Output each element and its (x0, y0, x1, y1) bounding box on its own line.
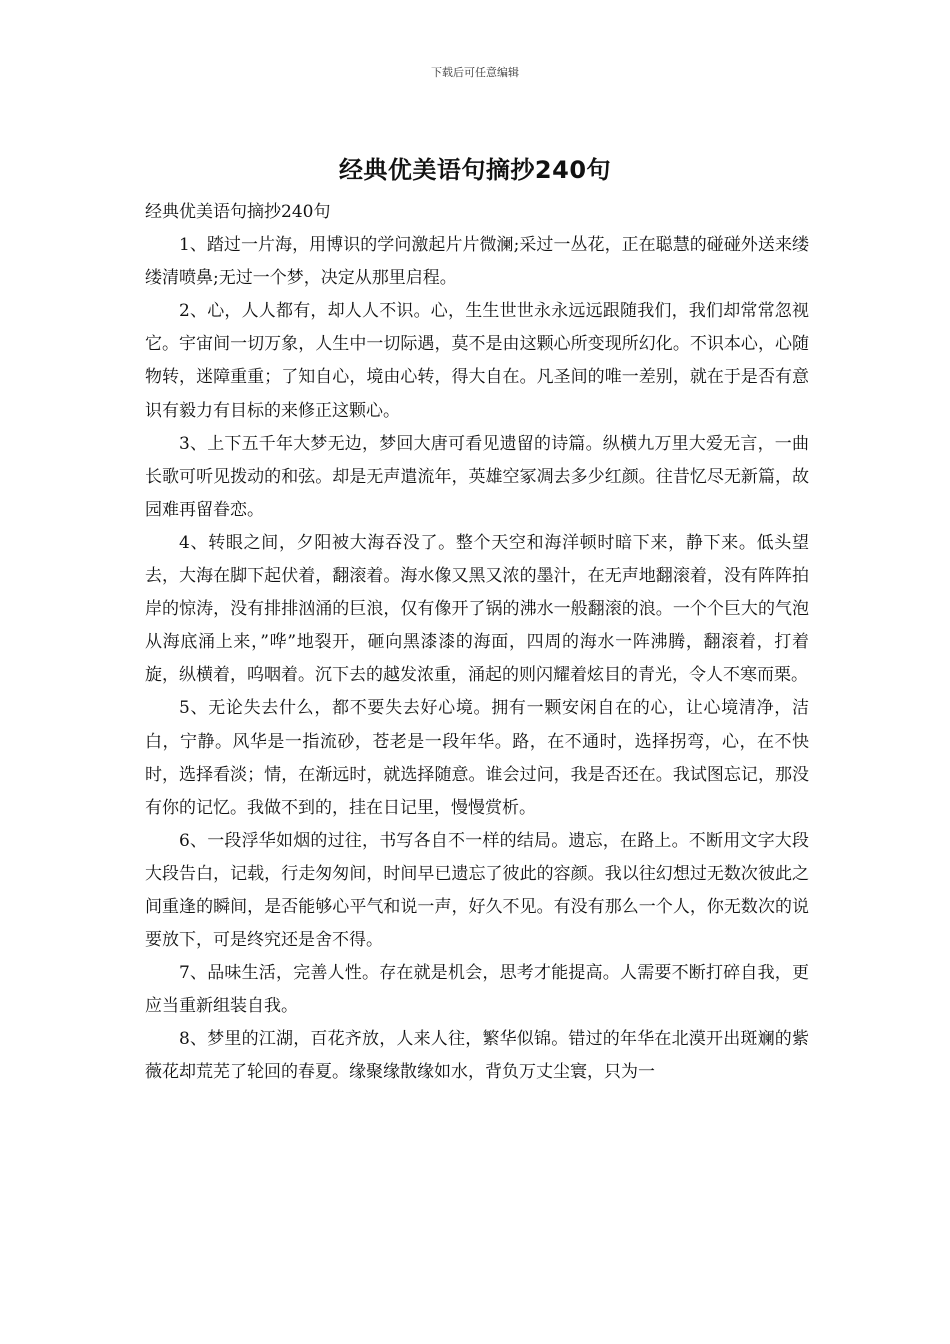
paragraph-1: 1、踏过一片海，用博识的学问激起片片微澜;采过一丛花，正在聪慧的碰碰外送来缕缕清喷鼻;无过一个梦，决定从那里启程。 (145, 235, 809, 289)
document-body (145, 196, 809, 1090)
paragraph-3: 3、上下五千年大梦无边，梦回大唐可看见遗留的诗篇。纵横九万里大爱无言，一曲长歌可听见拨动的和弦。却是无声遣流年，英雄空冢凋去多少红颜。往昔忆尽无新篇，故园难再留眷恋。 (145, 433, 809, 520)
paragraph-5: 5、无论失去什么，都不要失去好心境。拥有一颗安闲自在的心，让心境清净，洁白，宁静。风华是一指流砂，苍老是一段年华。路，在不通时，选择拐弯，心，在不快时，选择看淡；情，在渐远时，就选择随意。谁会过问，我是否还在。我试图忘记，那没有你的记忆。我做不到的，挂在日记里，慢慢赏析。 (145, 698, 809, 818)
document-title: 经典优美语句摘抄240句 (338, 156, 612, 184)
paragraph-6: 6、一段浮华如烟的过往，书写各自不一样的结局。遗忘，在路上。不断用文字大段大段告白，记载，行走匆匆间，时间早已遗忘了彼此的容颜。我以往幻想过无数次彼此之间重逢的瞬间，是否能够心平气和说一声，好久不见。有没有那么一个人，你无数次的说要放下，可是终究还是舍不得。 (145, 830, 809, 951)
document-subtitle: 经典优美语句摘抄240句 (145, 202, 331, 222)
paragraph-2: 2、心，人人都有，却人人不识。心，生生世世永永远远跟随我们，我们却常常忽视它。宇宙间一切万象，人生中一切际遇，莫不是由这颗心所变现所幻化。不识本心，心随物转，迷障重重；了知自心，境由心转，得大自在。凡圣间的唯一差别，就在于是否有意识有毅力有目标的来修正这颗心。 (145, 301, 809, 421)
paragraph-7: 7、品味生活，完善人性。存在就是机会，思考才能提高。人需要不断打碎自我，更应当重新组装自我。 (145, 963, 809, 1017)
header-note: 下载后可任意编辑 (431, 66, 519, 79)
paragraph-4: 4、转眼之间，夕阳被大海吞没了。整个天空和海洋顿时暗下来，静下来。低头望去，大海在脚下起伏着，翻滚着。海水像又黑又浓的墨汁，在无声地翻滚着，没有阵阵拍岸的惊涛，没有排排汹涌的巨浪，仅有像开了锅的沸水一般翻滚的浪。一个个巨大的气泡从海底涌上来，”哗”地裂开，砸向黑漆漆的海面，四周的海水一阵沸腾，翻滚着，打着旋，纵横着，呜咽着。沉下去的越发浓重，涌起的则闪耀着炫目的青光，令人不寒而栗。 (145, 532, 809, 686)
paragraph-8: 8、梦里的江湖，百花齐放，人来人往，繁华似锦。错过的年华在北漠开出斑斓的紫薇花却荒芜了轮回的春夏。缘聚缘散缘如水，背负万丈尘寰，只为一 (145, 1029, 809, 1083)
